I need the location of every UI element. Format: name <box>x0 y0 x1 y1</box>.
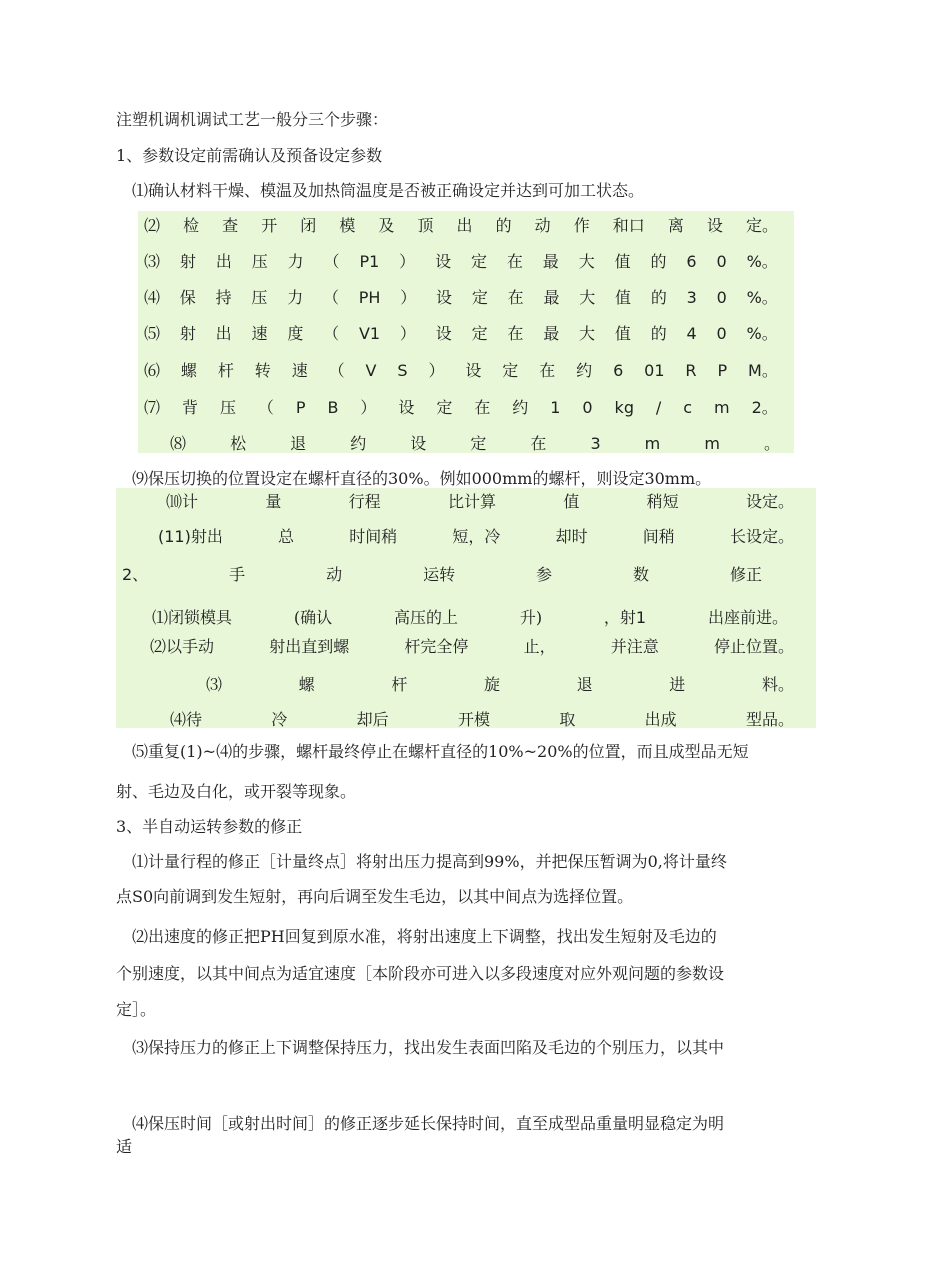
text-fragment: 速 <box>251 324 268 343</box>
text-fragment: ，射1 <box>603 608 647 627</box>
text-fragment: 间稍 <box>642 527 675 546</box>
text-fragment: 时间稍 <box>349 527 398 546</box>
text-fragment: ⑺ <box>144 398 161 417</box>
text-fragment: 设 <box>465 361 482 380</box>
text-fragment: 行程 <box>348 492 381 511</box>
text-fragment: 检 <box>183 216 200 235</box>
text-fragment: 0 <box>582 398 593 417</box>
hl1-row <box>144 398 778 418</box>
text-fragment: 最 <box>542 252 559 271</box>
text-fragment: 定。 <box>745 216 778 235</box>
text-fragment: ⑹ <box>144 361 161 380</box>
text-fragment: %。 <box>746 288 778 307</box>
text-fragment: ） <box>400 288 417 307</box>
section-3-item-2-line-2: 个别速度，以其中间点为适宜速度［本阶段亦可进入以多段速度对应外观问题的参数设 <box>116 964 725 983</box>
text-fragment: kg <box>614 398 634 417</box>
hl2-row <box>158 527 794 547</box>
text-fragment: 设 <box>435 324 452 343</box>
section-2-item-5-line-2: 射、毛边及白化，或开裂等现象。 <box>116 782 357 801</box>
text-fragment: P <box>295 398 306 417</box>
text-fragment: 出 <box>215 324 232 343</box>
hl1-row <box>144 361 778 381</box>
text-fragment: M。 <box>748 361 778 380</box>
text-fragment: 度 <box>287 324 304 343</box>
text-fragment: 最 <box>543 324 560 343</box>
text-fragment: V <box>365 361 377 380</box>
text-fragment: 的 <box>650 288 667 307</box>
text-fragment: 背 <box>181 398 198 417</box>
text-fragment: 出成 <box>644 710 677 729</box>
text-fragment: 升) <box>519 608 543 627</box>
text-fragment: 数 <box>633 565 650 584</box>
text-fragment: 旋 <box>483 675 500 694</box>
text-fragment: 定 <box>436 398 453 417</box>
hl2-row <box>152 608 788 628</box>
hl2-row <box>122 565 762 585</box>
text-fragment: ⑶ <box>206 675 223 694</box>
text-fragment: 定 <box>470 434 487 453</box>
section-3-item-4-line-2: 适 <box>116 1137 133 1156</box>
text-fragment: 力 <box>287 252 304 271</box>
text-fragment: 0 <box>716 288 727 307</box>
text-fragment: 保 <box>179 288 196 307</box>
text-fragment: 手 <box>229 565 246 584</box>
text-fragment: 速 <box>291 361 308 380</box>
section-2-item-5-line-1: ⑸重复(1)~⑷的步骤，螺杆最终停止在螺杆直径的10%~20%的位置，而且成型品无短 <box>132 742 749 761</box>
text-fragment: 在 <box>530 434 547 453</box>
text-fragment: 值 <box>614 324 631 343</box>
text-fragment: 型品。 <box>745 710 794 729</box>
hl1-row <box>170 434 780 454</box>
text-fragment: 的 <box>650 252 667 271</box>
text-fragment: 约 <box>576 361 593 380</box>
text-fragment: 在 <box>474 398 491 417</box>
text-fragment: （ <box>257 398 274 417</box>
text-fragment: 设定。 <box>745 492 794 511</box>
text-fragment: 3 <box>686 288 697 307</box>
text-fragment: 压 <box>251 252 268 271</box>
text-fragment: ⑻ <box>170 434 187 453</box>
text-fragment: 压 <box>251 288 268 307</box>
text-fragment: (11)射出 <box>158 527 223 546</box>
text-fragment: 退 <box>576 675 593 694</box>
text-fragment: 的 <box>650 324 667 343</box>
text-fragment: m <box>714 398 730 417</box>
text-fragment: ⑵以手动 <box>150 637 215 656</box>
text-fragment: 杆 <box>217 361 234 380</box>
text-fragment: 却后 <box>356 710 389 729</box>
text-fragment: 射出直到螺 <box>269 637 350 656</box>
text-fragment: S <box>397 361 408 380</box>
text-fragment: 杆完全停 <box>404 637 469 656</box>
text-fragment: 作 <box>573 216 590 235</box>
text-fragment: 杆 <box>391 675 408 694</box>
hl1-row <box>144 216 778 236</box>
text-fragment: 定 <box>470 252 487 271</box>
text-fragment: 高压的上 <box>393 608 458 627</box>
text-fragment: 力 <box>287 288 304 307</box>
text-fragment: 冷 <box>271 710 288 729</box>
text-fragment: 在 <box>507 288 524 307</box>
text-fragment: 短，冷 <box>452 527 501 546</box>
text-fragment: 退 <box>290 434 307 453</box>
text-fragment: 持 <box>215 288 232 307</box>
text-fragment: 4 <box>686 324 697 343</box>
text-fragment: 并注意 <box>610 637 659 656</box>
text-fragment: 大 <box>578 252 595 271</box>
text-fragment: 最 <box>543 288 560 307</box>
text-fragment: R <box>685 361 697 380</box>
text-fragment: 。 <box>763 434 780 453</box>
text-fragment: 闭 <box>300 216 317 235</box>
hl2-row <box>206 675 794 695</box>
text-fragment: 定 <box>471 324 488 343</box>
text-fragment: V1 <box>358 324 381 343</box>
section-3-item-4-line-1: ⑷保压时间［或射出时间］的修正逐步延长保持时间，直至成型品重量明显稳定为明 <box>132 1114 725 1133</box>
text-fragment: 的 <box>495 216 512 235</box>
text-fragment: 定 <box>502 361 519 380</box>
text-fragment: 值 <box>563 492 580 511</box>
text-fragment: 螺 <box>298 675 315 694</box>
text-fragment: 定 <box>471 288 488 307</box>
document-title: 注塑机调机调试工艺一般分三个步骤： <box>116 110 389 129</box>
text-fragment: 出 <box>456 216 473 235</box>
text-fragment: P1 <box>359 252 380 271</box>
hl1-row <box>144 324 778 344</box>
text-fragment: 大 <box>579 324 596 343</box>
hl2-row <box>150 637 794 657</box>
text-fragment: 稍短 <box>646 492 679 511</box>
section-1-item-1: ⑴确认材料干燥、模温及加热筒温度是否被正确设定并达到可加工状态。 <box>132 181 645 200</box>
text-fragment: (确认 <box>293 608 333 627</box>
text-fragment: 6 <box>613 361 624 380</box>
text-fragment: ） <box>360 398 377 417</box>
text-fragment: ⑷ <box>144 288 161 307</box>
text-fragment: 松 <box>230 434 247 453</box>
text-fragment: （ <box>323 324 340 343</box>
text-fragment: c <box>683 398 693 417</box>
text-fragment: 约 <box>512 398 529 417</box>
text-fragment: 进 <box>669 675 686 694</box>
text-fragment: 01 <box>644 361 665 380</box>
text-fragment: 参 <box>536 565 553 584</box>
text-fragment: 在 <box>506 252 523 271</box>
text-fragment: 0 <box>716 252 727 271</box>
text-fragment: （ <box>322 288 339 307</box>
text-fragment: 值 <box>614 252 631 271</box>
hl2-row <box>166 492 794 512</box>
text-fragment: 在 <box>539 361 556 380</box>
text-fragment: 转 <box>254 361 271 380</box>
text-fragment: 和口 <box>612 216 645 235</box>
text-fragment: / <box>655 398 662 417</box>
text-fragment: 却时 <box>555 527 588 546</box>
text-fragment: 值 <box>615 288 632 307</box>
text-fragment: 射 <box>179 324 196 343</box>
section-3-heading: 3、半自动运转参数的修正 <box>116 817 303 836</box>
text-fragment: 3 <box>590 434 601 453</box>
section-3-item-3-line-1: ⑶保持压力的修正上下调整保持压力，找出发生表面凹陷及毛边的个别压力，以其中 <box>132 1038 725 1057</box>
text-fragment: 压 <box>219 398 236 417</box>
text-fragment: ⑶ <box>144 252 161 271</box>
text-fragment: 查 <box>222 216 239 235</box>
text-fragment: 大 <box>579 288 596 307</box>
text-fragment: ⑴闭锁模具 <box>152 608 233 627</box>
text-fragment: ） <box>428 361 445 380</box>
section-3-item-2-line-3: 定］。 <box>116 1000 157 1019</box>
text-fragment: 在 <box>507 324 524 343</box>
text-fragment: 修正 <box>729 565 762 584</box>
section-1-heading: 1、参数设定前需确认及预备设定参数 <box>116 146 383 165</box>
text-fragment: ⑷待 <box>170 710 203 729</box>
text-fragment: 动 <box>326 565 343 584</box>
text-fragment: （ <box>328 361 345 380</box>
text-fragment: 设 <box>435 252 452 271</box>
text-fragment: 比计算 <box>447 492 496 511</box>
text-fragment: %。 <box>746 324 778 343</box>
text-fragment: 出 <box>215 252 232 271</box>
text-fragment: 开 <box>261 216 278 235</box>
section-1-item-9: ⑼保压切换的位置设定在螺杆直径的30%。例如000mm的螺杆，则设定30mm。 <box>132 469 712 488</box>
text-fragment: 运转 <box>423 565 456 584</box>
text-fragment: PH <box>358 288 381 307</box>
hl1-row <box>144 252 778 272</box>
text-fragment: 料。 <box>761 675 794 694</box>
text-fragment: （ <box>323 252 340 271</box>
text-fragment: 设 <box>398 398 415 417</box>
section-3-item-1-line-1: ⑴计量行程的修正［计量终点］将射出压力提高到99%，并把保压暂调为0,将计量终 <box>132 852 727 871</box>
text-fragment: ⑽计 <box>166 492 199 511</box>
text-fragment: %。 <box>746 252 778 271</box>
text-fragment: 止， <box>523 637 556 656</box>
text-fragment: ⑸ <box>144 324 161 343</box>
text-fragment: B <box>327 398 339 417</box>
text-fragment: ） <box>399 324 416 343</box>
text-fragment: 螺 <box>180 361 197 380</box>
text-fragment: 动 <box>534 216 551 235</box>
text-fragment: m <box>644 434 661 453</box>
text-fragment: 设 <box>706 216 723 235</box>
text-fragment: 顶 <box>417 216 434 235</box>
text-fragment: 约 <box>350 434 367 453</box>
text-fragment: 2、 <box>122 565 149 584</box>
text-fragment: 及 <box>378 216 395 235</box>
text-fragment: 射 <box>179 252 196 271</box>
text-fragment: 长设定。 <box>729 527 794 546</box>
text-fragment: 开模 <box>457 710 490 729</box>
hl2-row <box>170 710 794 730</box>
text-fragment: 出座前进。 <box>707 608 788 627</box>
text-fragment: 模 <box>339 216 356 235</box>
hl1-row <box>144 288 778 308</box>
text-fragment: ⑵ <box>144 216 161 235</box>
section-3-item-2-line-1: ⑵出速度的修正把PH回复到原水准，将射出速度上下调整，找出发生短射及毛边的 <box>132 927 717 946</box>
text-fragment: 离 <box>667 216 684 235</box>
text-fragment: 设 <box>436 288 453 307</box>
text-fragment: 设 <box>410 434 427 453</box>
text-fragment: P <box>717 361 728 380</box>
section-3-item-1-line-2: 点S0向前调到发生短射，再向后调至发生毛边，以其中间点为选择位置。 <box>116 887 634 906</box>
text-fragment: 2。 <box>751 398 778 417</box>
text-fragment: 0 <box>716 324 727 343</box>
text-fragment: m <box>704 434 720 453</box>
text-fragment: ） <box>399 252 416 271</box>
text-fragment: 6 <box>686 252 697 271</box>
text-fragment: 总 <box>278 527 295 546</box>
text-fragment: 取 <box>559 710 576 729</box>
text-fragment: 停止位置。 <box>713 637 794 656</box>
text-fragment: 1 <box>550 398 561 417</box>
text-fragment: 量 <box>265 492 282 511</box>
